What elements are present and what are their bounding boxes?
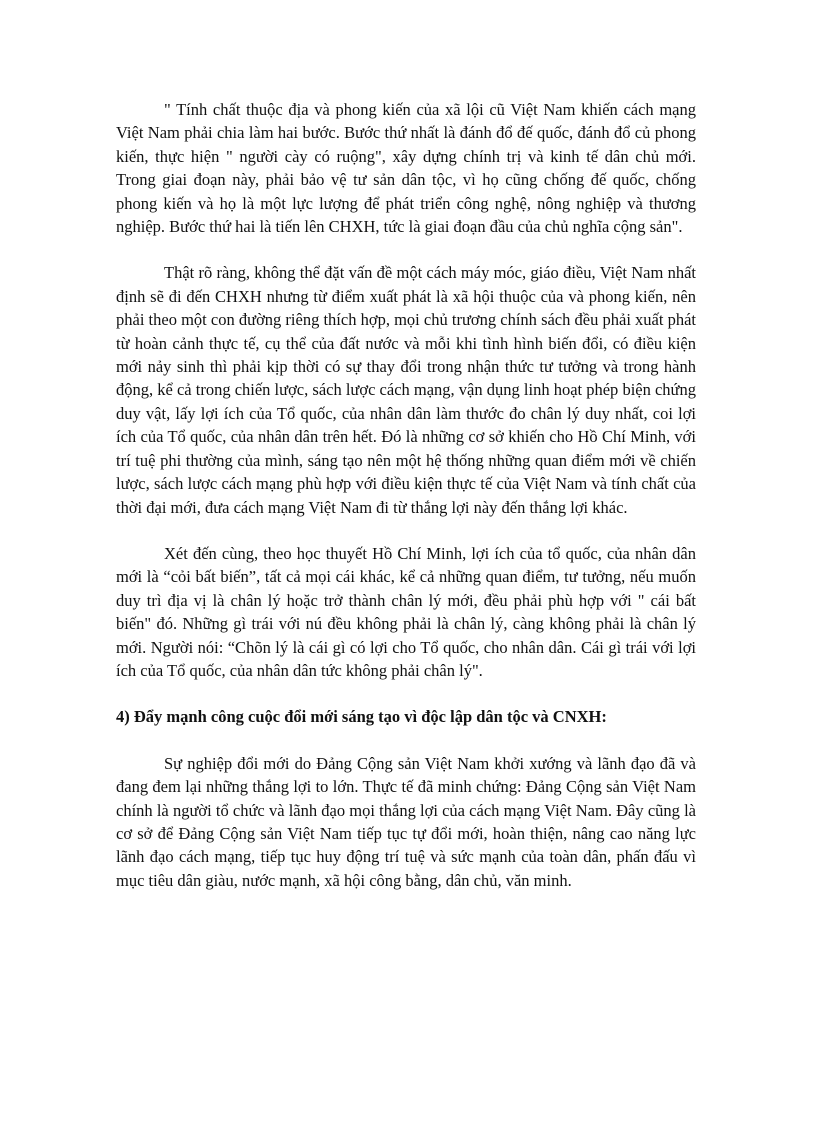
section-heading-renovation: 4) Đẩy mạnh công cuộc đổi mới sáng tạo vì độc lập dân tộc và CNXH: — [116, 707, 607, 727]
paragraph-invariant-interest: Xét đến cùng, theo học thuyết Hồ Chí Minh, lợi ích của tổ quốc, của nhân dân mới là “cỏi bất biến”, tất cả mọi cái khác, kể cả những quan điểm, tư tưởng, nếu muốn duy trì địa vị là chân lý hoặc trở thành chân lý mới, đều phải phù hợp với " cái bất biến" đó. Những gì trái với nú đều không phải là chân lý, càng không phải là chân lý mới. Người nói: “Chõn lý là cái gì có lợi cho Tổ quốc, cho nhân dân. Cái gì trái với lợi ích của Tổ quốc, của nhân dân tức không phải chân lý". — [116, 543, 696, 680]
paragraph-renovation-cause: Sự nghiệp đổi mới do Đảng Cộng sản Việt Nam khởi xướng và lãnh đạo đã và đang đem lại những thắng lợi to lớn. Thực tế đã minh chứng: Đảng Cộng sản Việt Nam chính là người tổ chức và lãnh đạo mọi thắng lợi của cách mạng Việt Nam. Đây cũng là cơ sở để Đảng Cộng sản Việt Nam tiếp tục tự đổi mới, hoàn thiện, nâng cao năng lực lãnh đạo cách mạng, tiếp tục huy động trí tuệ và sức mạnh của toàn dân, phấn đấu vì mục tiêu dân giàu, nước mạnh, xã hội công bằng, dân chủ, văn minh. — [116, 753, 696, 890]
paragraph-path-to-socialism: Thật rõ ràng, không thể đặt vấn đề một cách máy móc, giáo điều, Việt Nam nhất định sẽ đi đến CHXH nhưng từ điểm xuất phát là xã hội thuộc của và phong kiến, nên phải theo một con đường riêng thích hợp, mọi chủ trương chính sách đều phải xuất phát từ hoàn cảnh thực tế, cụ thể của đất nước và mỗi khi tình hình biến đổi, có điều kiện mới nảy sinh thì phải kịp thời có sự thay đổi trong nhận thức tư tưởng và trong hành động, kể cả trong chiến lược, sách lược cách mạng, vận dụng linh hoạt phép biện chứng duy vật, lấy lợi ích của Tổ quốc, của nhân dân làm thước đo chân lý duy nhất, coi lợi ích của Tổ quốc, của nhân dân trên hết. Đó là những cơ sở khiến cho Hồ Chí Minh, với trí tuệ phi thường của mình, sáng tạo nên một hệ thống những quan điểm mới về chiến lược, sách lược cách mạng phù hợp với điều kiện thực tế của Việt Nam và tính chất của thời đại mới, đưa cách mạng Việt Nam đi từ thắng lợi này đến thắng lợi khác. — [116, 263, 696, 517]
document-body — [116, 98, 696, 915]
paragraph-quote-two-stages: " Tính chất thuộc địa và phong kiến của xã lội cũ Việt Nam khiến cách mạng Việt Nam phải chia làm hai bước. Bước thứ nhất là đánh đổ đế quốc, đánh đổ củ phong kiến, thực hiện " người cày có ruộng", xây dựng chính trị và kinh tế dân chủ mới. Trong giai đoạn này, phải bảo vệ tư sản dân tộc, vì họ cũng chống đế quốc, chống phong kiến và họ là một lực lượng để phát triển công nghệ, nông nghiệp và thương nghiệp. Bước thứ hai là tiến lên CHXH, tức là giai đoạn đầu của chủ nghĩa cộng sản". — [116, 100, 696, 237]
